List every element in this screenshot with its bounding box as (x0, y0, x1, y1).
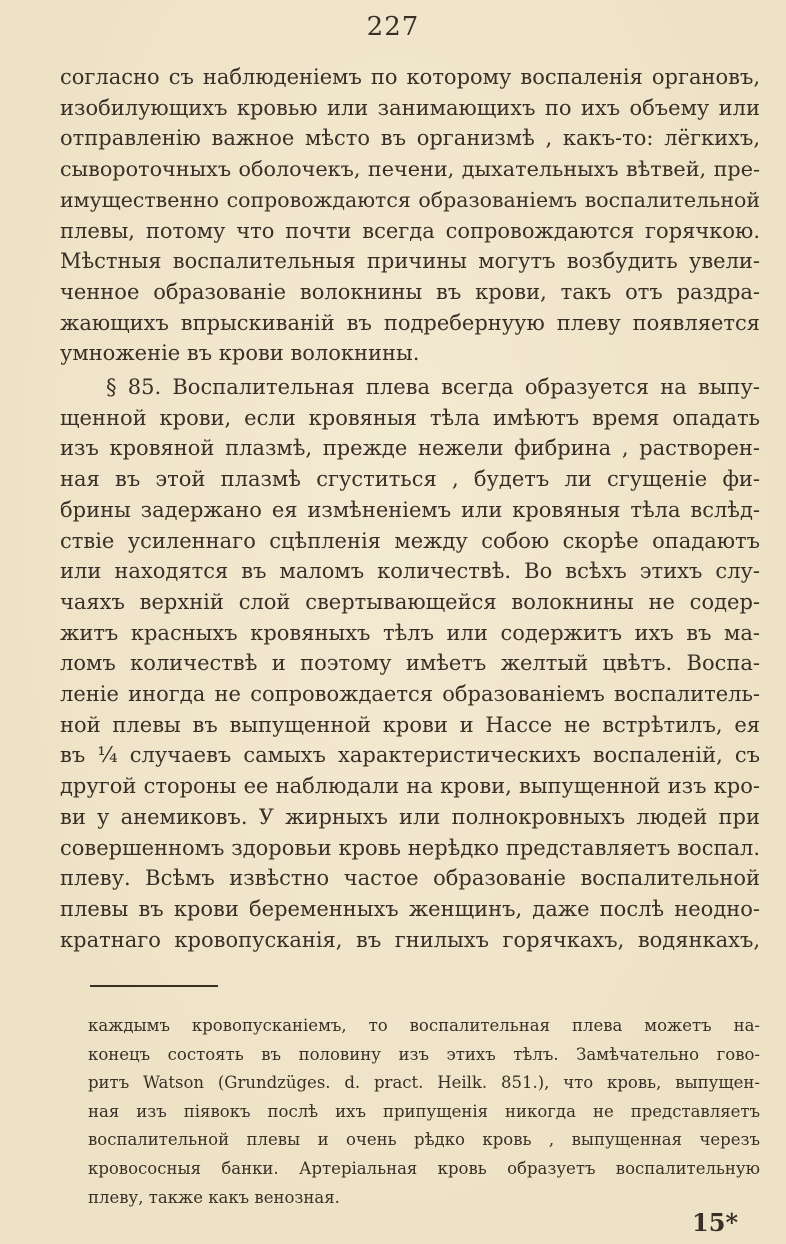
text-line: ная въ этой плазмѣ сгуститься , будетъ ли сгущеніе фи- (60, 467, 760, 492)
footnote-line: плеву, также какъ венозная. (88, 1187, 340, 1207)
text-line: ной плевы въ выпущенной крови и Нассе не встрѣтилъ, ея (60, 712, 760, 737)
text-line: согласно съ наблюденіемъ по которому воспаленія органовъ, (60, 65, 760, 89)
text-line: изобилующихъ кровью или занимающихъ по ихъ объему или (60, 95, 760, 120)
paragraph-2 (60, 372, 760, 955)
text-line: жающихъ впрыскиваній въ подребернуую плеву появляется (60, 310, 760, 335)
footnote-line: воспалительной плевы и очень рѣдко кровь , выпущенная черезъ (88, 1130, 760, 1150)
text-line: плеву. Всѣмъ извѣстно частое образованіе воспалительной (60, 866, 760, 891)
text-line: совершенномъ здоровьи кровь нерѣдко представляетъ воспал. (60, 835, 760, 860)
footnote-line: ритъ Watson (Grundzüges. d. pract. Heilk. 851.), что кровь, выпущен- (88, 1073, 760, 1093)
page-number: 227 (366, 12, 420, 42)
text-line: умноженіе въ крови волокнины. (60, 341, 420, 366)
footnote-line: ная изъ піявокъ послѣ ихъ припущенія никогда не представляетъ (88, 1101, 760, 1121)
text-line: § 85. Воспалительная плева всегда образуется на выпу- (106, 375, 760, 400)
text-line: отправленію важное мѣсто въ организмѣ , какъ-то: лёгкихъ, (60, 126, 760, 151)
footnote (88, 1012, 760, 1212)
text-line: ченное образованіе волокнины въ крови, такъ отъ раздра- (60, 279, 760, 304)
text-line: другой стороны ее наблюдали на крови, выпущенной изъ кро- (60, 774, 760, 799)
footnote-line: конецъ состоять въ половину изъ этихъ тѣлъ. Замѣчательно гово- (88, 1044, 760, 1064)
printer-signature-mark: 15* (692, 1208, 738, 1237)
text-line: брины задержано ея измѣненіемъ или кровяныя тѣла вслѣд- (60, 497, 760, 522)
text-line: кратнаго кровопусканія, въ гнилыхъ горячкахъ, водянкахъ, (60, 927, 760, 952)
text-line: ви у анемиковъ. У жирныхъ или полнокровныхъ людей при (60, 804, 760, 829)
text-line: сывороточныхъ оболочекъ, печени, дыхательныхъ вѣтвей, пре- (60, 157, 760, 182)
text-line: въ ¼ случаевъ самыхъ характеристическихъ воспаленій, съ (60, 743, 760, 768)
text-line: Мѣстныя воспалительныя причины могутъ возбудить увели- (60, 249, 760, 274)
text-line: изъ кровяной плазмѣ, прежде нежели фибрина , растворен- (60, 436, 760, 461)
main-text (60, 62, 760, 955)
footnote-divider (90, 985, 218, 987)
text-line: имущественно сопровождаются образованіемъ воспалительной (60, 187, 760, 212)
text-line: ломъ количествѣ и поэтому имѣетъ желтый цвѣтъ. Воспа- (60, 651, 760, 676)
text-line: плевы, потому что почти всегда сопровождаются горячкою. (60, 218, 760, 243)
footnote-line: каждымъ кровопусканіемъ, то воспалительная плева можетъ на- (88, 1016, 760, 1035)
text-line: чаяхъ верхній слой свертывающейся волокнины не содер- (60, 589, 760, 614)
text-line: щенной крови, если кровяныя тѣла имѣютъ время опадать (60, 405, 760, 430)
footnote-line: кровососныя банки. Артеріальная кровь образуетъ воспалительную (88, 1158, 760, 1178)
paragraph-1 (60, 62, 760, 369)
text-line: ствіе усиленнаго сцѣпленія между собою скорѣе опадаютъ (60, 528, 760, 553)
text-line: житъ красныхъ кровяныхъ тѣлъ или содержитъ ихъ въ ма- (60, 620, 760, 645)
text-line: плевы въ крови беременныхъ женщинъ, даже послѣ неодно- (60, 896, 760, 921)
text-line: или находятся въ маломъ количествѣ. Во всѣхъ этихъ слу- (60, 559, 760, 584)
text-line: леніе иногда не сопровождается образованіемъ воспалитель- (60, 682, 760, 707)
